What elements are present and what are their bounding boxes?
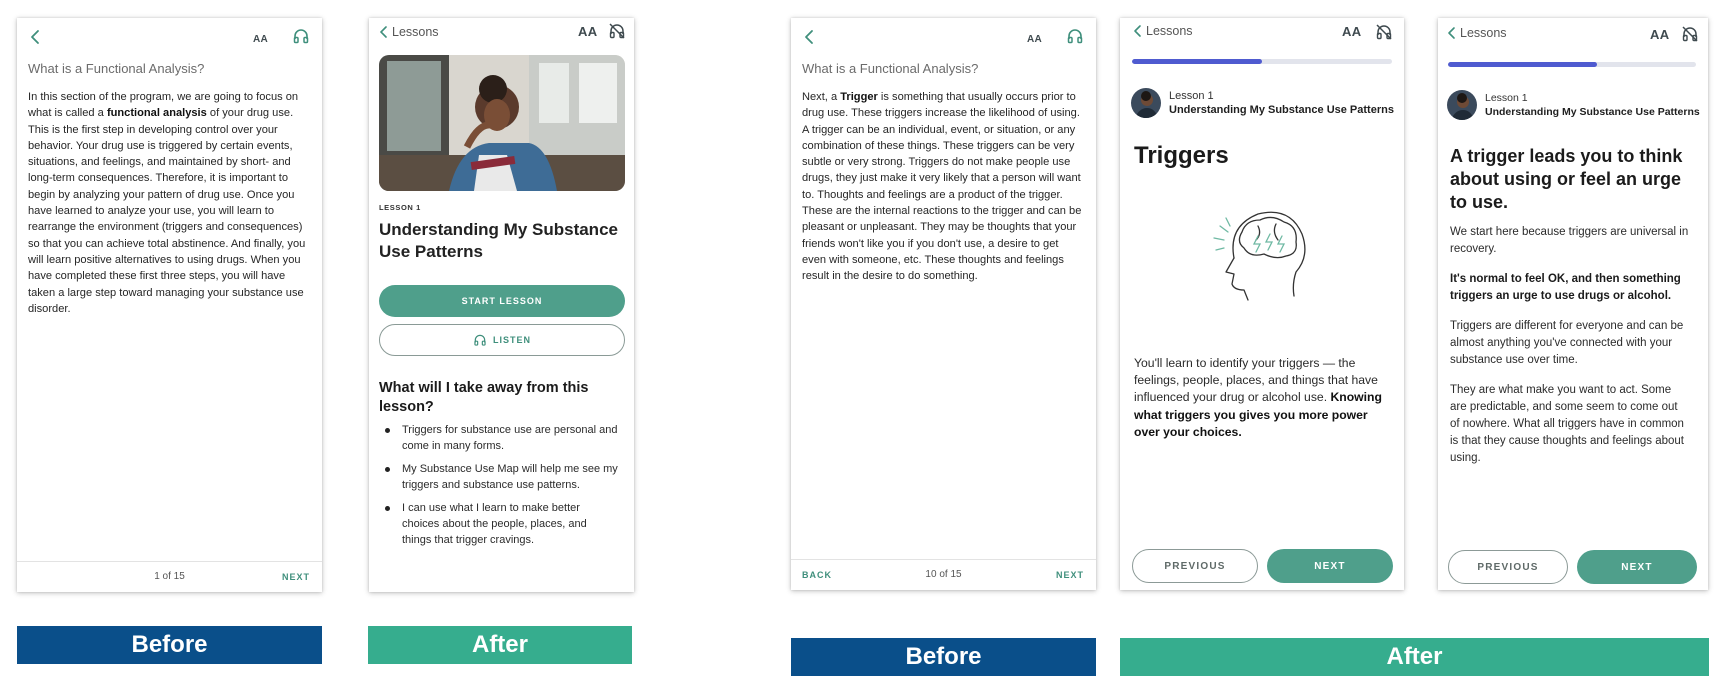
- lesson-header: [1447, 90, 1700, 120]
- body-text: [28, 89, 311, 317]
- next-button[interactable]: NEXT: [1055, 570, 1084, 580]
- avatar: [1131, 88, 1161, 118]
- lesson-meta: [1485, 91, 1700, 119]
- lessons-back-link[interactable]: [1446, 26, 1507, 40]
- lesson-progress-bar: [1448, 62, 1696, 67]
- body-text-part: of your drug use. This is the first step in developing control over your behavior. Your drug use is triggered by certain events, situations, and feelings, and maintained by short- and long-term consequences. Therefore, it is important to begin by analyzing your pattern of drug use. Once you have learned to analyze your use, you will learn to rearrange the environment (triggers and consequences) so that you can achieve total abstinence. And finally, you will learn positive alternatives to using drugs. When you have completed these first three steps, you will have taken a large step toward managing your substance use disorder.: [28, 107, 306, 315]
- body-text-part: Next, a: [802, 91, 841, 103]
- screen-before-functional-analysis-10: [791, 18, 1096, 590]
- lesson-progress-bar: [1132, 59, 1392, 64]
- previous-button[interactable]: PREVIOUS: [1448, 550, 1568, 584]
- next-button[interactable]: NEXT: [281, 572, 310, 582]
- back-chevron-icon: [1132, 24, 1144, 38]
- page-question: What is a Functional Analysis?: [28, 61, 205, 76]
- lessons-back-link[interactable]: [1132, 24, 1193, 38]
- body-text-part: In this section of the program, we are going to focus on what is called a: [28, 91, 299, 120]
- paragraph-bold: It's normal to feel OK, and then something triggers an urge to use drugs or alcohol.: [1450, 273, 1681, 302]
- top-bar: [369, 18, 634, 56]
- brain-head-illustration: [1198, 196, 1318, 316]
- avatar: [1447, 90, 1477, 120]
- lessons-link-label: Lessons: [1460, 26, 1507, 40]
- before-label: Before: [791, 638, 1096, 676]
- body-text-part: is something that usually occurs prior to drug use. These triggers increase the likelihood of using. A trigger can be an individual, event, or situation, or any combination of these things. These triggers can be very subtle or very strong. Triggers do not make people use drugs, they just make it very likely that a person will want to. Thoughts and feelings are a product of the trigger. These are the internal reactions to the trigger and can be pleasant or unpleasant. They may be thoughts that your friends won't like you if you don't use, a desire to get even with someone, etc. These thoughts and feelings result in the desire to do something.: [802, 91, 1082, 283]
- back-button[interactable]: BACK: [802, 570, 832, 580]
- back-chevron-icon[interactable]: [801, 28, 819, 46]
- page-question: What is a Functional Analysis?: [802, 61, 979, 76]
- body-text-bold: functional analysis: [106, 107, 207, 120]
- lessons-link-label: Lessons: [1146, 24, 1193, 38]
- back-chevron-icon: [1446, 26, 1458, 40]
- progress-fill: [1132, 59, 1262, 64]
- screen-after-lesson-intro: [369, 18, 634, 592]
- text-size-button[interactable]: [578, 24, 597, 39]
- lesson-number: Lesson 1: [1169, 90, 1214, 102]
- audio-off-icon[interactable]: [608, 22, 626, 40]
- after-label: After: [368, 626, 632, 664]
- text-size-button[interactable]: [253, 30, 268, 45]
- list-item: My Substance Use Map will help me see my triggers and substance use patterns.: [379, 461, 619, 494]
- headphones-icon[interactable]: [292, 27, 310, 45]
- back-chevron-icon[interactable]: [27, 28, 45, 46]
- body-text-bold: Knowing what triggers you gives you more power over your choices.: [1134, 390, 1382, 439]
- lesson-title: Understanding My Substance Use Patterns: [379, 220, 618, 261]
- screen-heading: A trigger leads you to think about using or feel an urge to use.: [1450, 146, 1683, 212]
- text-size-button[interactable]: [1650, 27, 1669, 42]
- body-text: [1134, 355, 1392, 441]
- lessons-back-link[interactable]: [378, 25, 439, 39]
- screen-heading: Triggers: [1134, 142, 1229, 169]
- audio-off-icon[interactable]: [1375, 23, 1393, 41]
- paragraph: We start here because triggers are universal in recovery.: [1450, 226, 1689, 255]
- page-indicator: 10 of 15: [925, 569, 962, 580]
- lesson-title: Understanding My Substance Use Patterns: [1169, 104, 1394, 116]
- body-text-bold: Trigger: [840, 91, 878, 103]
- headphones-icon[interactable]: [1066, 27, 1084, 45]
- start-lesson-button[interactable]: START LESSON: [379, 285, 625, 317]
- footer-bar: [791, 559, 1096, 590]
- woman-reading-illustration: [379, 55, 625, 191]
- text-size-label: AA: [578, 24, 598, 39]
- next-button[interactable]: NEXT: [1267, 549, 1393, 583]
- listen-label: LISTEN: [492, 335, 531, 345]
- screen-before-functional-analysis-1: [17, 18, 322, 592]
- page-indicator: 1 of 15: [154, 571, 185, 582]
- text-size-label: AA: [1342, 24, 1362, 39]
- text-size-label: AA: [1650, 27, 1670, 42]
- lesson-header: [1131, 88, 1394, 118]
- before-label: Before: [17, 626, 322, 664]
- paragraph: Triggers are different for everyone and can be almost anything you've connected with your substance use over time.: [1450, 320, 1684, 366]
- lesson-kicker: LESSON 1: [379, 203, 421, 212]
- top-bar: [1120, 18, 1404, 56]
- listen-button[interactable]: [379, 324, 625, 356]
- takeaway-heading: What will I take away from this lesson?: [379, 380, 589, 415]
- lesson-number: Lesson 1: [1485, 92, 1528, 104]
- top-bar: [17, 18, 322, 56]
- paragraph: They are what make you want to act. Some are predictable, and some seem to come out of nowhere. What all triggers have in common is that they cause thoughts and feelings about using.: [1450, 384, 1684, 464]
- text-size-label: AA: [1027, 34, 1043, 45]
- progress-fill: [1448, 62, 1597, 67]
- back-chevron-icon: [378, 25, 390, 39]
- screen-after-trigger-leads: [1438, 18, 1708, 590]
- list-item: Triggers for substance use are personal and come in many forms.: [379, 422, 619, 455]
- next-button[interactable]: NEXT: [1577, 550, 1697, 584]
- headphones-icon: [473, 333, 487, 347]
- lesson-title: Understanding My Substance Use Patterns: [1485, 106, 1700, 118]
- lesson-meta: [1169, 89, 1394, 117]
- text-size-label: AA: [253, 34, 269, 45]
- screen-after-triggers: [1120, 18, 1404, 590]
- previous-button[interactable]: PREVIOUS: [1132, 549, 1258, 583]
- text-size-button[interactable]: [1027, 30, 1042, 45]
- list-item: I can use what I learn to make better choices about the people, places, and things that trigger cravings.: [379, 500, 619, 549]
- lessons-link-label: Lessons: [392, 25, 439, 39]
- body-text: [802, 89, 1085, 285]
- body-text-part: You'll learn to identify your triggers — the feelings, people, places, and things that have influenced your drug or alcohol use.: [1134, 356, 1378, 405]
- top-bar: [791, 18, 1096, 56]
- lesson-hero-image: [379, 55, 625, 191]
- footer-bar: [17, 561, 322, 592]
- audio-off-icon[interactable]: [1681, 25, 1699, 43]
- top-bar: [1438, 18, 1708, 56]
- text-size-button[interactable]: [1342, 24, 1361, 39]
- takeaway-list: [379, 422, 619, 555]
- after-label: After: [1120, 638, 1709, 676]
